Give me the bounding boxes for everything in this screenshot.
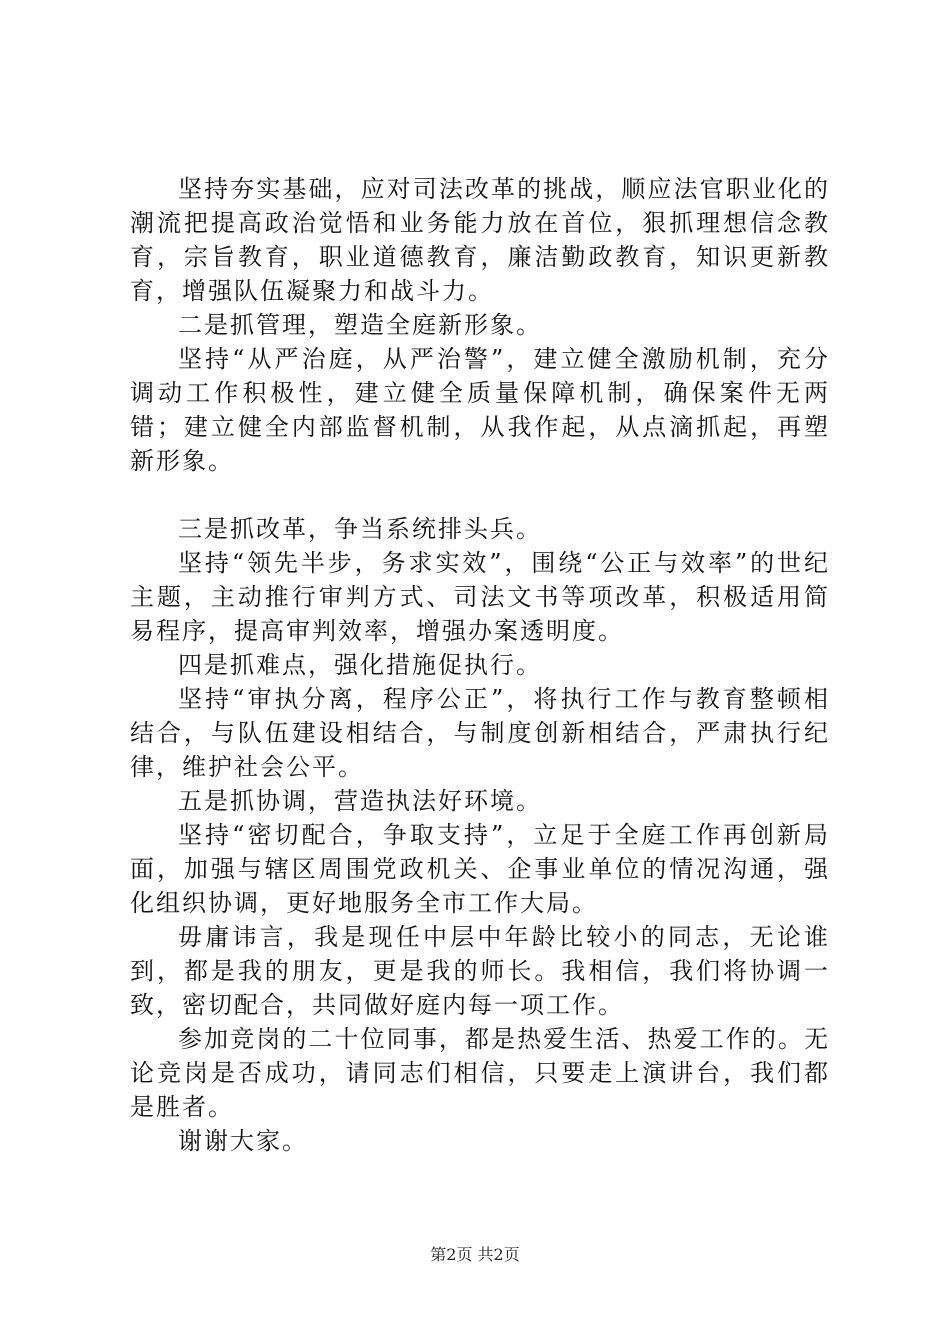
heading-point-two: 二是抓管理，塑造全庭新形象。 [178,311,542,339]
paragraph-competition: 参加竞岗的二十位同事，都是热爱生活、热爱工作的。无论竞岗是否成功，请同志们相信，只要走上演讲台，我们都是胜者。 [130,1025,830,1121]
page-number-footer: 第2页 共2页 [430,1245,520,1264]
heading-point-five: 五是抓协调，营造执法好环境。 [178,787,542,815]
paragraph-foundation: 坚持夯实基础，应对司法改革的挑战，顺应法官职业化的潮流把提高政治觉悟和业务能力放在首位，狠抓理想信念教育，宗旨教育，职业道德教育，廉洁勤政教育，知识更新教育，增强队伍凝聚力和战斗力。 [130,175,830,305]
paragraph-reform: 坚持“领先半步，务求实效”，围绕“公正与效率”的世纪主题，主动推行审判方式、司法文书等项改革，积极适用简易程序，提高审判效率，增强办案透明度。 [130,549,830,645]
paragraph-execution: 坚持“审执分离，程序公正”，将执行工作与教育整顿相结合，与队伍建设相结合，与制度创新相结合，严肃执行纪律，维护社会公平。 [130,685,830,781]
heading-point-four: 四是抓难点，强化措施促执行。 [178,651,542,679]
paragraph-thanks: 谢谢大家。 [178,1127,308,1155]
paragraph-colleagues: 毋庸讳言，我是现任中层中年龄比较小的同志，无论谁到，都是我的朋友，更是我的师长。我相信，我们将协调一致，密切配合，共同做好庭内每一项工作。 [130,923,830,1019]
paragraph-coordination: 坚持“密切配合，争取支持”，立足于全庭工作再创新局面，加强与辖区周围党政机关、企事业单位的情况沟通，强化组织协调，更好地服务全市工作大局。 [130,821,830,917]
document-body [130,172,830,1158]
heading-point-three: 三是抓改革，争当系统排头兵。 [178,515,542,543]
paragraph-management: 坚持“从严治庭，从严治警”，建立健全激励机制，充分调动工作积极性，建立健全质量保障机制，确保案件无两错；建立健全内部监督机制，从我作起，从点滴抓起，再塑新形象。 [130,345,830,475]
